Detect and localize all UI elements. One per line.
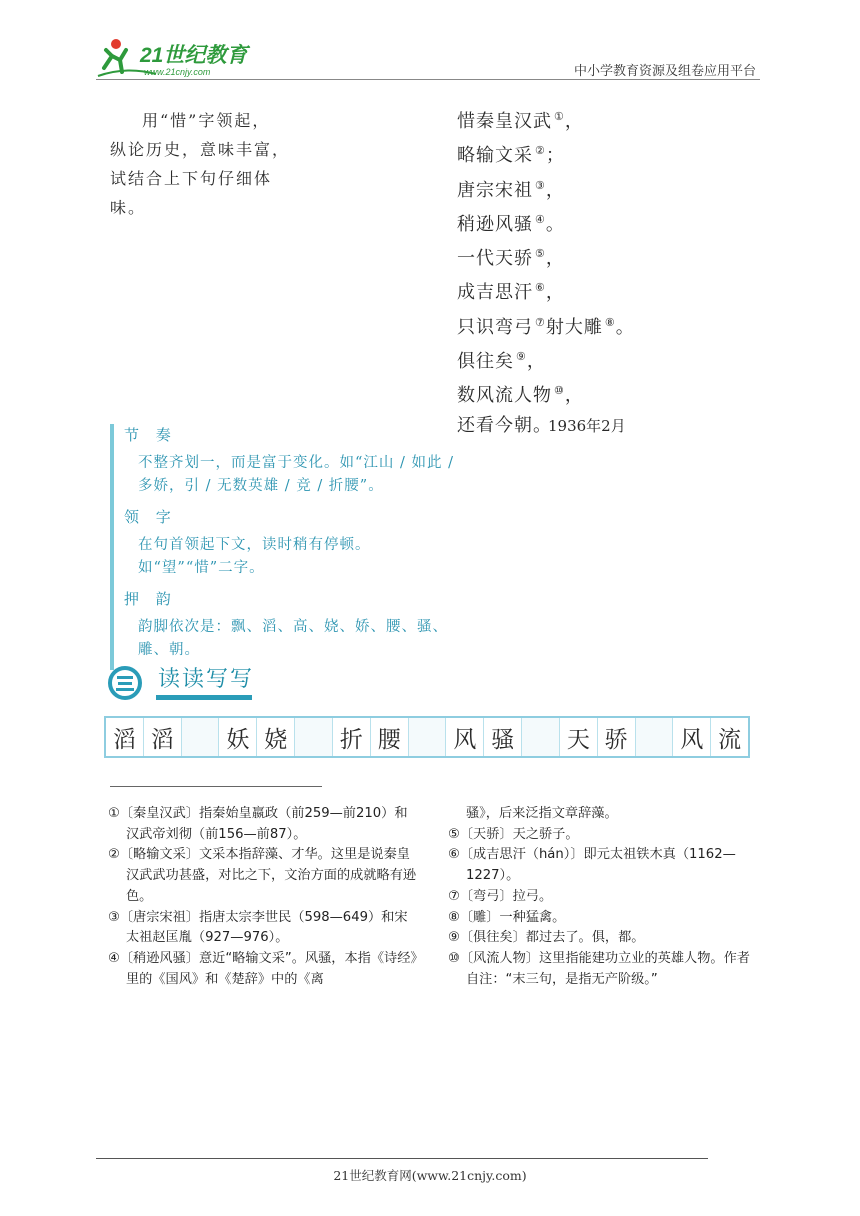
footnotes-left-column [108,804,420,990]
poem-line: 数风流人物 ⑩， [457,384,584,407]
footnote-marker[interactable]: ⑦ [535,315,546,329]
practice-cell: 滔 [144,718,182,756]
logo-text: 21世纪教育 [140,44,248,67]
logo-url: www.21cnjy.com [144,67,211,77]
practice-cell: 骚 [484,718,522,756]
annotation-box [110,424,464,670]
annotation-heading: 押 韵 [124,590,177,608]
footnote-item: ⑨〔俱往矣〕都过去了。俱，都。 [448,930,645,946]
footnote-marker[interactable]: ② [535,144,546,158]
footnote-marker[interactable]: ⑩ [554,384,565,398]
section-title: 读读写写 [158,667,255,692]
practice-cell: 折 [333,718,371,756]
footnote-marker[interactable]: ⑤ [535,247,546,261]
side-note-line: 试结合上下句仔细体 [110,169,273,188]
annotation-body: 不整齐划一，而是富于变化。如“江山 / 如此 / 多娇，引 / 无数英雄 / 竞 / 折腰”。 [138,455,455,494]
poem-line: 略输文采 ②； [457,144,565,167]
header-platform-text: 中小学教育资源及组卷应用平台 [573,64,756,79]
practice-cell: 骄 [598,718,636,756]
footnote-item: ⑩〔风流人物〕这里指能建功立业的英雄人物。作者自注：“末三句，是指无产阶级。” [448,950,750,987]
poem-line: 成吉思汗 ⑥， [457,281,565,304]
footnote-divider [110,786,322,787]
footnote-item: ②〔略输文采〕文采本指辞藻、才华。这里是说秦皇汉武武功甚盛，对比之下，文治方面的成就略有逊色。 [108,847,417,904]
runner-logo-icon [96,36,266,80]
side-note [110,106,290,222]
practice-cell: 腰 [371,718,409,756]
poem-text [457,102,635,440]
annotation-body: 韵脚依次是：飘、滔、高、娆、娇、腰、骚、雕、朝。 [138,619,448,658]
footnote-item: ③〔唐宗宋祖〕指唐太宗李世民（598—649）和宋太祖赵匡胤（927—976）。 [108,909,408,946]
footer-divider [96,1158,708,1159]
practice-cell: 风 [446,718,484,756]
poem-line: 唐宗宋祖 ③， [457,178,565,201]
poem-date: 1936年2月 [548,417,626,435]
footnote-marker[interactable]: ④ [535,212,546,226]
practice-cell: 风 [673,718,711,756]
practice-cell: 滔 [106,718,144,756]
annotation-body: 在句首领起下文，读时稍有停顿。如“望”“惜”二字。 [138,537,371,576]
header-divider [96,79,760,80]
footnote-marker[interactable]: ③ [535,178,546,192]
blank-cell[interactable] [295,718,333,756]
practice-cell: 娆 [257,718,295,756]
footnote-item: ⑧〔雕〕一种猛禽。 [448,909,566,925]
blank-cell[interactable] [522,718,560,756]
footnote-item: ⑦〔弯弓〕拉弓。 [448,888,553,904]
annotation-heading: 领 字 [124,508,177,526]
practice-cell: 天 [560,718,598,756]
footnote-item: ④〔稍逊风骚〕意近“略输文采”。风骚，本指《诗经》里的《国风》和《楚辞》中的《离 [108,950,418,987]
poem-line: 还看今朝。 [457,414,552,436]
footnote-marker[interactable]: ⑨ [516,350,527,364]
side-note-line: 纵论历史，意味丰富， [110,140,291,159]
site-logo [96,36,266,80]
footnote-item: ⑤〔天骄〕天之骄子。 [448,826,579,842]
footnote-marker[interactable]: ① [554,110,565,123]
footnote-marker[interactable]: ⑥ [535,281,546,295]
footnote-continuation: 骚》，后来泛指文章辞藻。 [466,806,618,821]
side-note-line: 用“惜”字领起， [142,111,271,130]
practice-cell: 流 [718,726,742,753]
blank-cell[interactable] [182,718,220,756]
footnotes-right-column [448,804,760,990]
blank-cell[interactable] [636,718,674,756]
poem-line: 一代天骄 ⑤， [457,247,565,270]
side-note-line: 味。 [110,198,147,217]
annotation-heading: 节 奏 [124,426,177,444]
practice-cell: 妖 [219,718,257,756]
blank-cell[interactable] [409,718,447,756]
section-underline [156,695,252,700]
footer-link[interactable]: 21世纪教育网(www.21cnjy.com) [333,1168,527,1183]
poem-line: 稍逊风骚 ④。 [457,212,565,235]
poem-line: 惜秦皇汉武 ①， [457,110,584,132]
section-three-icon [108,666,142,700]
writing-practice-grid [104,716,750,758]
footnote-item: ⑥〔成吉思汗（hán）〕即元太祖铁木真（1162—1227）。 [448,847,736,884]
poem-line: 俱往矣 ⑨， [457,350,546,373]
poem-line: 只识弯弓 ⑦射大雕 ⑧。 [457,315,635,338]
footnote-marker[interactable]: ⑧ [604,315,616,329]
footnote-item: ①〔秦皇汉武〕指秦始皇嬴政（前259—前210）和汉武帝刘彻（前156—前87）。 [108,806,408,842]
